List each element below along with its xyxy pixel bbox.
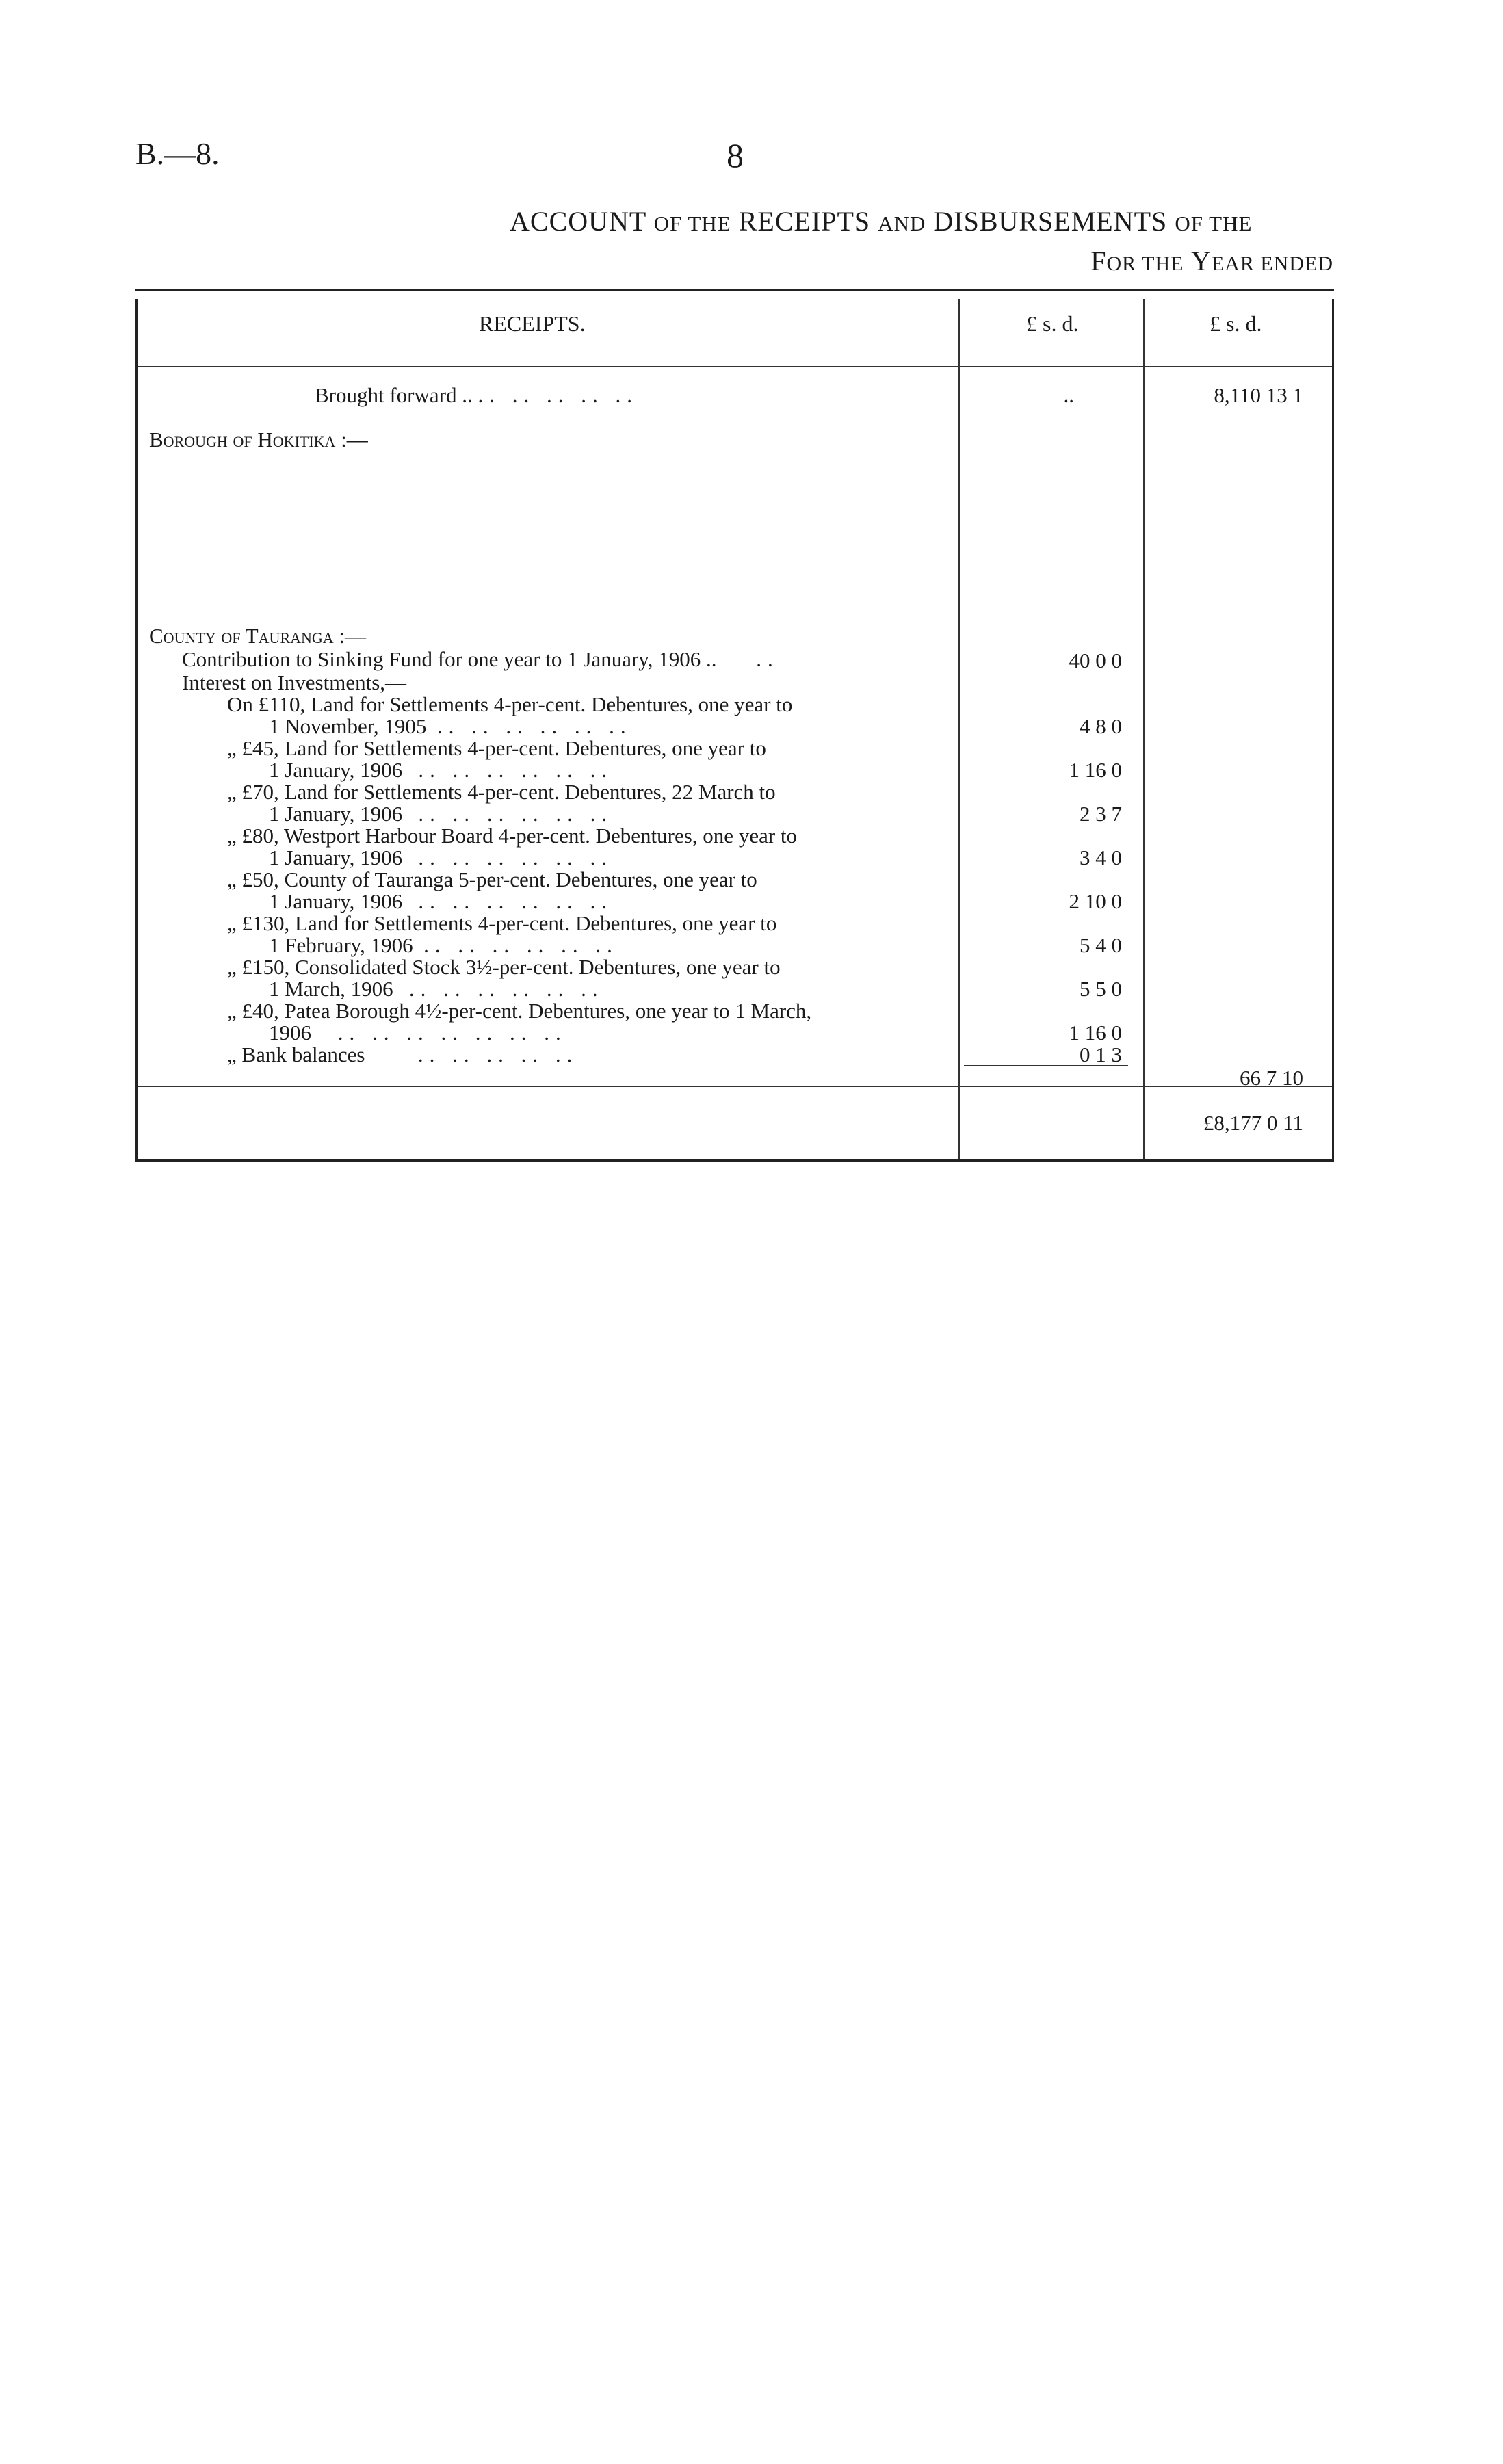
column-divider	[1143, 299, 1145, 1159]
title-word: ACCOUNT	[510, 206, 646, 237]
interest-item-amount: 3 4 0	[1080, 846, 1122, 869]
interest-item-amount: 2 3 7	[1080, 802, 1122, 826]
row-label: 1 November, 1905	[269, 714, 427, 738]
brought-forward-label	[315, 383, 638, 408]
dot-leader: .. .. .. .. .. ..	[436, 714, 632, 738]
interest-item-line1: „ £45, Land for Settlements 4-per-cent. Debentures, one year to	[227, 736, 766, 760]
dot-leader: .. .. .. .. .. ..	[408, 977, 604, 1001]
interest-item-line2	[269, 846, 613, 870]
dot-leader: .. .. .. .. .. .. ..	[337, 1021, 567, 1045]
interest-item-amount: 5 5 0	[1080, 977, 1122, 1001]
dot-leader: .. .. .. .. .. ..	[418, 758, 614, 782]
document-reference: B.—8.	[135, 136, 220, 171]
interest-item-line1: „ £80, Westport Harbour Board 4-per-cent. Debentures, one year to	[227, 824, 798, 848]
dot-leader: .. .. .. .. .. ..	[423, 933, 618, 957]
interest-item-line2	[269, 933, 618, 958]
interest-item-line2	[269, 714, 632, 739]
row-label: 1 January, 1906	[269, 802, 403, 826]
interest-item-amount: 1 16 0	[1069, 758, 1122, 782]
row-label: 1 January, 1906	[269, 889, 403, 913]
subtotal-amount: 66 7 10	[1240, 1066, 1303, 1090]
interest-item-amount: 2 10 0	[1069, 889, 1122, 913]
interest-item-amount: 1 16 0	[1069, 1021, 1122, 1045]
dot-leader: .. .. .. .. .. ..	[418, 846, 614, 869]
interest-item-line1: „ £70, Land for Settlements 4-per-cent. Debentures, 22 March to	[227, 780, 776, 804]
bank-balances-label	[227, 1043, 578, 1067]
dot-leader: ..	[756, 647, 779, 671]
row-label: 1 January, 1906	[269, 758, 403, 782]
title-word: OF THE	[653, 211, 731, 235]
page-number: 8	[727, 136, 744, 174]
top-rule	[135, 289, 1334, 291]
contribution-amount: 40 0 0	[1069, 648, 1122, 672]
interest-item-line1: „ £50, County of Tauranga 5-per-cent. Debentures, one year to	[227, 867, 757, 891]
interest-item-amount: 4 8 0	[1080, 714, 1122, 738]
county-heading: County of Tauranga :—	[149, 624, 367, 648]
interest-heading: Interest on Investments,—	[182, 670, 407, 694]
brought-forward-amount1: ..	[1063, 383, 1074, 407]
interest-item-line1: „ £40, Patea Borough 4½-per-cent. Debentures, one year to 1 March,	[227, 999, 812, 1023]
header-rule	[138, 366, 1332, 367]
dot-leader: .. .. .. .. ..	[417, 1043, 579, 1066]
borough-heading: Borough of Hokitika :—	[149, 428, 368, 451]
column-divider	[958, 299, 960, 1159]
row-label: Contribution to Sinking Fund for one year to 1 January, 1906 ..	[182, 647, 717, 671]
row-label: 1 March, 1906	[269, 977, 393, 1001]
dot-leader: .. .. .. .. .. ..	[418, 889, 614, 913]
interest-item-line1: „ £150, Consolidated Stock 3½-per-cent. Debentures, one year to	[227, 955, 781, 979]
title-word: EAR ENDED	[1211, 252, 1333, 275]
row-label: „ Bank balances	[227, 1043, 365, 1066]
total-column-header: £ s. d.	[1210, 311, 1262, 336]
interest-item-line1: „ £130, Land for Settlements 4-per-cent. Debentures, one year to	[227, 911, 777, 935]
brought-forward-amount2: 8,110 13 1	[1214, 383, 1303, 407]
interest-item-line1: On £110, Land for Settlements 4-per-cent. Debentures, one year to	[227, 692, 793, 716]
row-label: 1906	[269, 1021, 311, 1045]
bank-balances-amount: 0 1 3	[1080, 1043, 1122, 1066]
title-word: RECEIPTS	[738, 206, 871, 237]
title-word: OR THE	[1106, 252, 1184, 275]
interest-item-amount: 5 4 0	[1080, 933, 1122, 957]
row-label: 1 January, 1906	[269, 846, 403, 869]
contribution-label	[182, 647, 779, 672]
row-label: Brought forward ..	[315, 383, 473, 407]
dot-leader: .. .. .. .. .. ..	[418, 802, 614, 826]
dot-leader: .. .. .. .. ..	[478, 383, 638, 407]
interest-item-line2	[269, 977, 604, 1001]
amount-column-header: £ s. d.	[1026, 311, 1079, 336]
title-word: OF THE	[1175, 211, 1253, 235]
interest-item-line2	[269, 758, 613, 783]
receipts-column-header: RECEIPTS.	[479, 311, 586, 336]
page-title-line2	[1090, 245, 1333, 277]
title-word: DISBURSEMENTS	[933, 206, 1168, 237]
title-word: AND	[878, 211, 926, 235]
grand-total-amount: £8,177 0 11	[1203, 1111, 1303, 1135]
interest-item-line2	[269, 889, 613, 914]
page-title-line1	[510, 205, 1252, 237]
interest-item-line2	[269, 1021, 567, 1045]
title-word: F	[1090, 246, 1107, 276]
title-word: Y	[1190, 246, 1212, 276]
row-label: 1 February, 1906	[269, 933, 413, 957]
interest-item-line2	[269, 802, 613, 826]
